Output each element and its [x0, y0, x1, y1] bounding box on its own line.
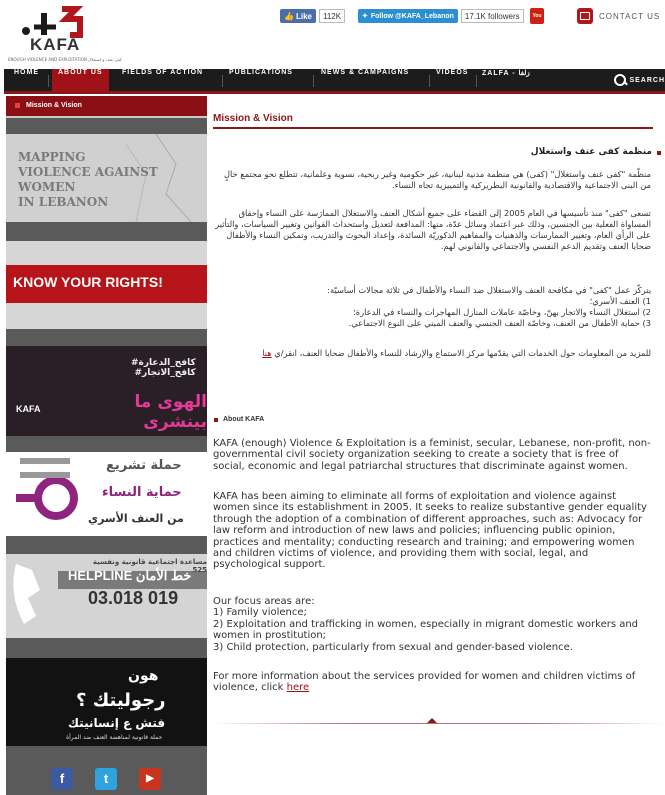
logo-tagline: ENOUGH VIOLENCE AND EXPLOITATION كفى عنف و استغلال	[8, 57, 122, 62]
logo-word: KAFA	[30, 35, 81, 54]
telephone-icon	[6, 554, 66, 638]
banner-line-3: من العنف الأسري	[88, 512, 184, 525]
contact-us-link[interactable]	[577, 8, 660, 24]
nav-about-us[interactable]: ABOUT US	[52, 69, 109, 91]
nav-separator	[476, 75, 477, 87]
helpline-label: HELPLINE خط الأمان	[68, 568, 192, 583]
arabic-paragraph-1: منظّمة "كفى عنف واستغلال" (كفى) هي منظمة مدنية لبنانية، غير حكومية وغير ربحية، نسوية وعلمانية، تتطلع نحو مجتمع خالٍ من البنى الاجتماعية والاقتصادية والقانونية البطريركية والتمييزية تجاه النساء.	[223, 169, 651, 190]
banner-line-2: رجوليتك ؟	[76, 690, 166, 711]
twitter-follower-count: 17.1K followers	[461, 9, 524, 23]
main-content	[213, 96, 665, 795]
english-focus-areas	[213, 596, 653, 653]
nav-videos[interactable]: VIDEOS	[436, 69, 469, 76]
banner-title: MAPPING VIOLENCE AGAINST WOMEN IN LEBANON	[18, 150, 158, 209]
banner-hashtags: #كافح_الدعارة #كافح_الاتجار	[131, 358, 196, 378]
female-symbol-icon	[6, 452, 86, 536]
arabic-here-link[interactable]: هنا	[262, 348, 272, 358]
facebook-like-button[interactable]: 👍 Like	[280, 9, 316, 23]
facebook-icon[interactable]: f	[51, 768, 73, 790]
english-paragraph-1: KAFA (enough) Violence & Exploitation is a feminist, secular, Lebanese, non-profit, non-governmental civil society organization seeking to create a society that is free of social, economic and legal patriarchal structures that discriminate against women.	[213, 438, 651, 472]
nav-separator	[48, 75, 49, 87]
nav-news-campaigns[interactable]: NEWS & CAMPAIGNS	[321, 69, 410, 76]
banner-title: KNOW YOUR RIGHTS!	[13, 274, 163, 290]
youtube-icon[interactable]: You Tube	[530, 8, 544, 24]
english-focus-item: 2) Exploitation and trafficking in women, especially in migrant domestic workers and women in prostitution;	[213, 618, 639, 642]
banner-line-1: حملة تشريع	[106, 458, 182, 473]
nav-separator	[313, 75, 314, 87]
banner-footnote: حملة قانونية لمناهضة العنف ضد المرأة	[66, 734, 163, 741]
banner-love-not-bought[interactable]	[6, 346, 207, 436]
banner-line-3: فتش ع إنسانيتك	[68, 716, 166, 730]
helpline-number: 03.018 019	[88, 588, 179, 608]
facebook-like-widget[interactable]	[280, 8, 345, 24]
arabic-paragraph-2: تسعى "كفى" منذ تأسيسها في العام 2005 إلى القضاء على جميع أشكال العنف والاستغلال الممارَسة على النساء وإحقاق المساواة الفعلية بين الجنسين، وذلك عبر اعتماد وسائل عدّة، منها: المدافعة لتعديل واستحداث القوانين وتغيير السياسات، والتأثير على الرأي العام، وتغيير الممارسات والذهنيات والمفاهيم الذكوريّة السائدة، وإعداد البحوث والتدريب، وتمكين النساء والأطفال ضحايا العنف وتقديم الدعم النفسي والاجتماعي والقانوني لهم.	[215, 208, 651, 251]
arabic-focus-areas	[213, 285, 651, 329]
english-paragraph-2: KAFA has been aiming to eliminate all forms of exploitation and violence against women since its establishment in 2005. It seeks to realize substantive gender equality through the adoption of a combination of different approaches, such as: Advocacy for law reform and introduction of new laws and policies; influencing public opinion, practices and mentality; conducting research and training; and empowering women and children victims of violence, and providing them with social, legal, and psychological support.	[213, 491, 647, 571]
banner-know-your-rights[interactable]	[6, 241, 207, 329]
nav-separator	[222, 75, 223, 87]
nav-zalfa[interactable]: ZALFA - زلفا	[482, 70, 530, 77]
banner-line-2: حماية النساء	[102, 485, 182, 500]
arabic-focus-intro: يتركّز عمل "كفى" في مكافحة العنف والاستغلال ضد النساء والأطفال في ثلاثة مجالات أساسيّة:	[327, 285, 651, 295]
sidebar	[6, 96, 207, 795]
banner-line-1: هون	[128, 668, 159, 684]
twitter-follow-widget[interactable]	[358, 8, 524, 24]
nav-separator	[429, 75, 430, 87]
main-nav	[4, 69, 665, 94]
title-underline	[213, 127, 653, 129]
arabic-focus-item: 3) حماية الأطفال من العنف، وخاصّة العنف الجنسي والعنف المبني على النوع الاجتماعي.	[348, 318, 651, 328]
english-more-info	[213, 671, 653, 694]
kafa-logo[interactable]	[4, 5, 122, 67]
arabic-focus-item: 2) استغلال النساء والاتجار بهنّ، وخاصّة عاملات المنازل المهاجرات والنساء في الدعارة؛	[353, 307, 651, 317]
banner-mapping-violence[interactable]	[6, 134, 207, 222]
english-focus-item: 3) Child protection, particularly from sexual and gender-based violence.	[213, 641, 573, 653]
banner-family-violence-law[interactable]	[6, 452, 207, 536]
bottom-divider	[213, 723, 665, 724]
nav-publications[interactable]: PUBLICATIONS	[229, 69, 293, 76]
banner-title: الهوى ما بينشرى	[134, 392, 207, 432]
twitter-icon[interactable]: t	[95, 768, 117, 790]
facebook-like-count: 112K	[319, 9, 345, 23]
sidebar-item-mission-vision[interactable]	[6, 96, 207, 118]
thumbs-up-icon: 👍	[284, 11, 294, 21]
nav-home[interactable]: HOME	[14, 69, 39, 76]
english-more-info-text: For more information about the services provided for women and children victims of violence, click	[213, 671, 636, 694]
square-bullet-icon	[15, 103, 20, 108]
arabic-heading: منظمة كفى عنف واستغلال	[531, 147, 661, 157]
kafa-arabic-logo-mark	[4, 5, 96, 39]
english-focus-intro: Our focus areas are:	[213, 596, 315, 607]
search-label: SEARCH	[629, 76, 665, 84]
english-here-link[interactable]: here	[286, 682, 310, 694]
twitter-follow-button[interactable]: ✦ Follow @KAFA_Lebanon	[358, 9, 458, 23]
arabic-more-info	[213, 348, 651, 359]
arabic-more-info-text: للمزيد من المعلومات حول الخدمات التي يقدّمها مركز الاستماع والإرشاد للنساء والأطفال ضحايا العنف، انقر/ي	[274, 348, 651, 358]
banner-masculinity[interactable]	[6, 658, 207, 746]
kafa-small-logo: KAFA	[16, 404, 41, 414]
english-focus-item: 1) Family violence;	[213, 607, 307, 619]
sidebar-item-label: Mission & Vision	[26, 102, 82, 109]
twitter-bird-icon: ✦	[362, 13, 368, 20]
banner-helpline[interactable]	[6, 554, 207, 638]
nav-fields-of-action[interactable]: FIELDS OF ACTION	[122, 69, 204, 76]
page-title: Mission & Vision	[213, 113, 293, 124]
divider-triangle-icon	[427, 718, 437, 723]
youtube-play-icon[interactable]: ▶	[139, 768, 161, 790]
banner-subtitle: مساعدة اجتماعية قانونية ونفسية 525	[92, 558, 207, 574]
arabic-focus-item: 1) العنف الأسري؛	[589, 296, 651, 306]
about-kafa-heading: About KAFA	[213, 416, 264, 423]
search-button[interactable]	[610, 69, 665, 91]
contact-us-label: CONTACT US	[599, 11, 661, 21]
envelope-icon	[577, 8, 593, 24]
